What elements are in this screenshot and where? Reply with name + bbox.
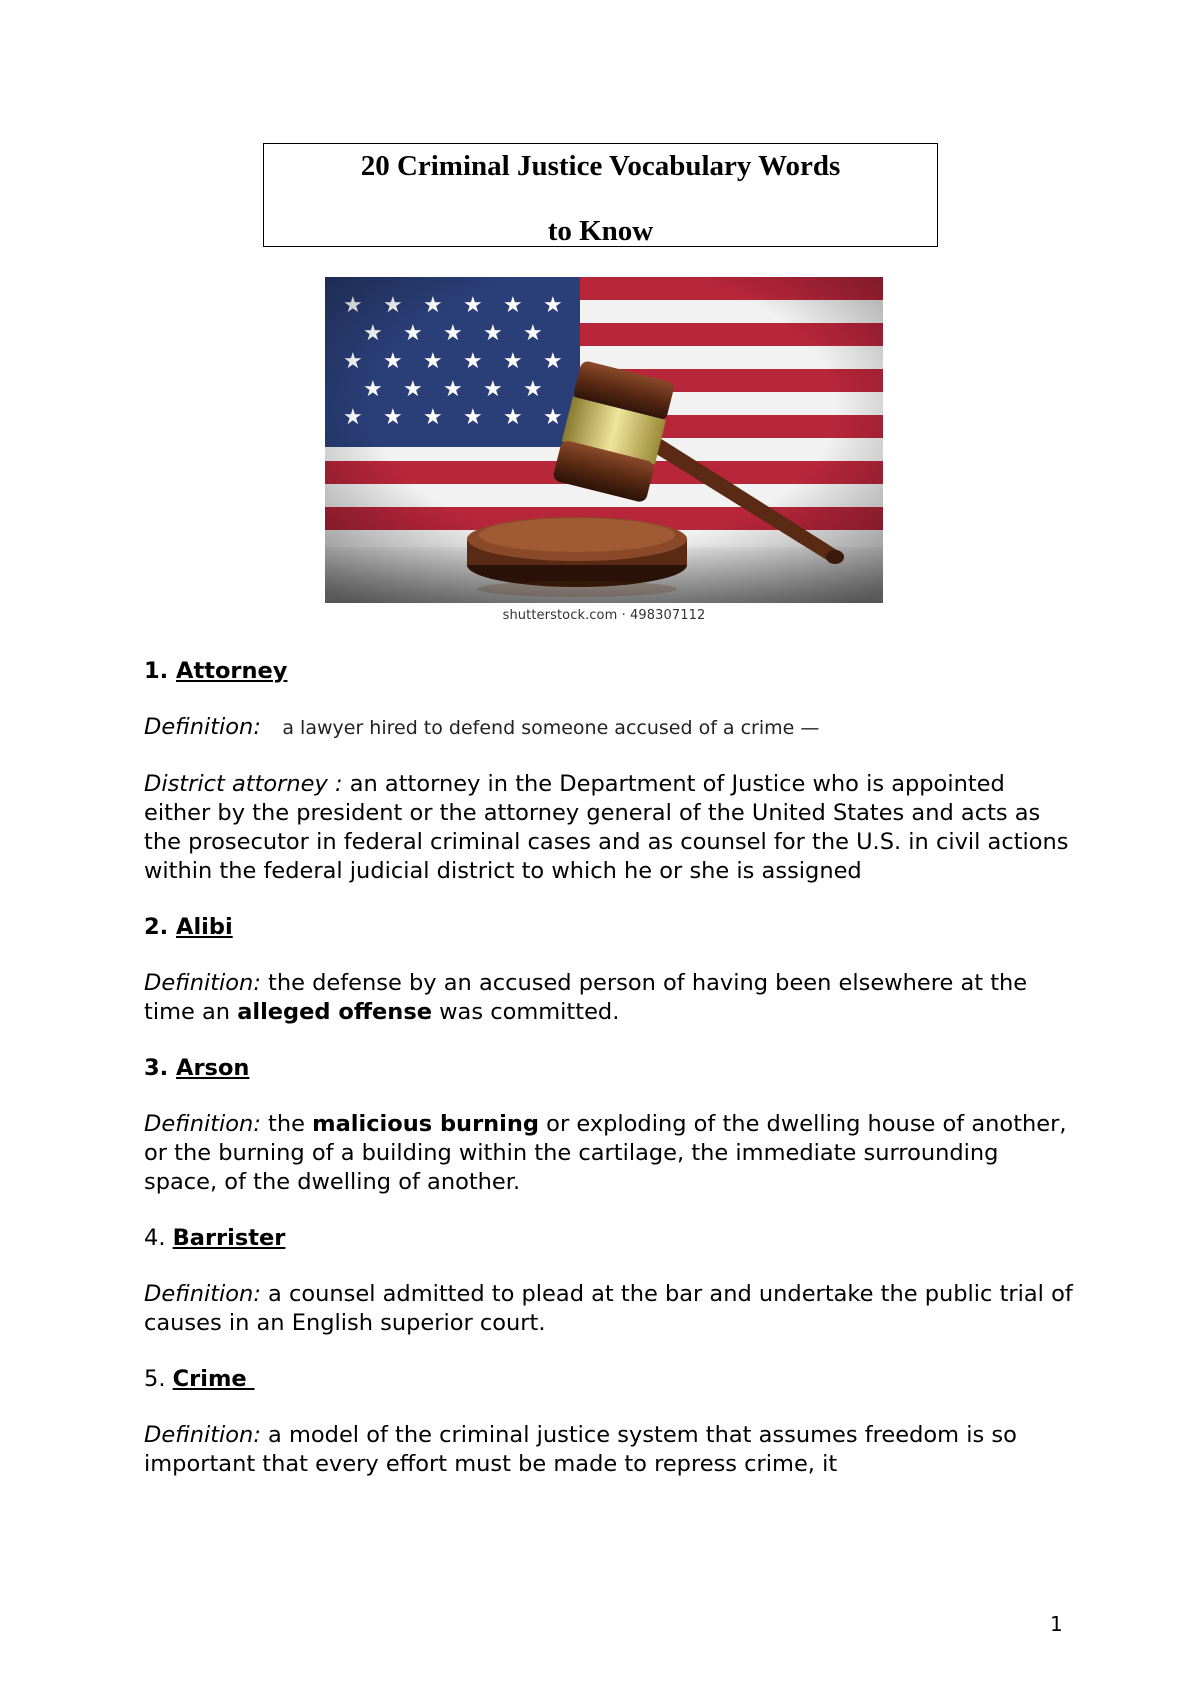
definition: Definition: the malicious burning or exploding of the dwelling house of another, or the burning of a building within the cartilage, the immediate surrounding space, of the dwelling of another. — [144, 1111, 1067, 1195]
term-heading: 3. Arson — [144, 1055, 250, 1081]
vocabulary-list — [144, 657, 1074, 1506]
definition-label: Definition: — [144, 1281, 261, 1307]
flag-gavel-image — [325, 277, 883, 603]
sub-definition: District attorney : an attorney in the Department of Justice who is appointed either by the president or the attorney general of the United States and acts as the prosecutor in federal criminal cases and as counsel for the U.S. in civil actions within the federal judicial district to which he or she is assigned — [144, 771, 1069, 884]
definition: Definition: a model of the criminal justice system that assumes freedom is so important that every effort must be made to repress crime, it — [144, 1422, 1017, 1477]
definition-label: Definition: — [144, 714, 261, 740]
definition-label: Definition: — [144, 970, 261, 996]
definition-label: Definition: — [144, 1111, 261, 1137]
definition-label: Definition: — [144, 1422, 261, 1448]
term-heading: 2. Alibi — [144, 914, 233, 940]
title-line-1: 20 Criminal Justice Vocabulary Words — [360, 150, 841, 182]
definition: Definition: the defense by an accused person of having been elsewhere at the time an alleged offense was committed. — [144, 970, 1028, 1025]
definition: Definition: a lawyer hired to defend someone accused of a crime — — [144, 714, 820, 740]
image-caption: shutterstock.com · 498307112 — [502, 608, 706, 623]
term-heading: 1. Attorney — [144, 658, 288, 684]
title-box — [263, 143, 938, 247]
definition: Definition: a counsel admitted to plead at the bar and undertake the public trial of causes in an English superior court. — [144, 1281, 1073, 1336]
term-word: Barrister — [172, 1225, 286, 1251]
term-heading: 5. Crime — [144, 1366, 255, 1392]
term-word: Arson — [176, 1055, 250, 1081]
sub-term-label: District attorney : — [144, 771, 343, 797]
term-word: Alibi — [176, 914, 233, 940]
title-line-2: to Know — [547, 215, 654, 247]
term-word: Crime — [172, 1366, 255, 1392]
flag-gavel-illustration — [325, 277, 883, 603]
term-heading: 4. Barrister — [144, 1225, 286, 1251]
page-number: 1 — [1050, 1612, 1063, 1636]
term-word: Attorney — [176, 658, 288, 684]
